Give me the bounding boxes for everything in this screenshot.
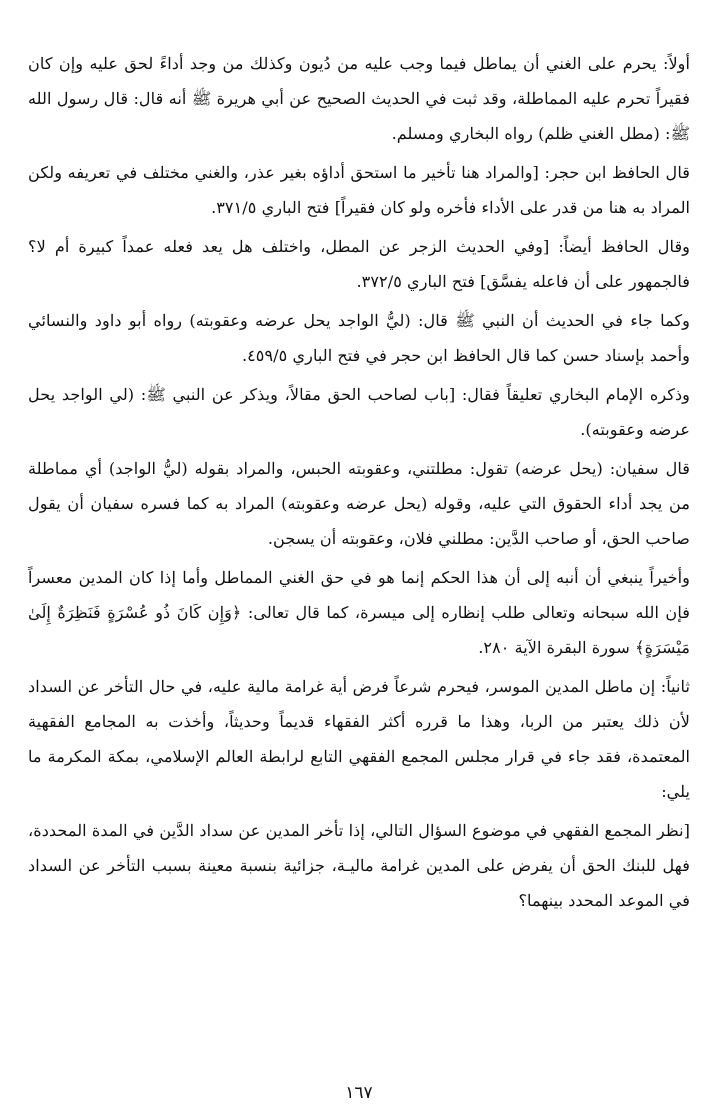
paragraph-2: قال الحافظ ابن حجر: [والمراد هنا تأخير ما استحق أداؤه بغير عذر، والغني مختلف في تعريفه ولكن المراد به هنا من قدر على الأداء فأخره ولو كان فقيراً] فتح الباري ٣٧١/٥. xyxy=(28,163,690,217)
page-body xyxy=(28,46,690,922)
paragraph-7: وأخيراً ينبغي أن أنبه إلى أن هذا الحكم إنما هو في حق الغني المماطل وأما إذا كان المدين معسراً فإن الله سبحانه وتعالى طلب إنظاره إلى ميسرة، كما قال تعالى: ﴿وَإِن كَانَ ذُو عُسْرَةٍ فَنَظِرَةٌ إِلَىٰ مَيْسَرَةٍ﴾ سورة البقرة الآية ٢٨٠. xyxy=(28,568,690,657)
paragraph-9: [نظر المجمع الفقهي في موضوع السؤال التالي، إذا تأخر المدين عن سداد الدَّين في المدة المحددة، فهل للبنك الحق أن يفرض على المدين غرامة ماليـة، جزائية بنسبة معينة بسبب التأخر عن السداد في الموعد المحدد بينهما؟ xyxy=(28,821,690,910)
paragraph-6: قال سفيان: (يحل عرضه) تقول: مطلتني، وعقوبته الحبس، والمراد بقوله (ليُّ الواجد) أي مماطلة من يجد أداء الحقوق التي عليه، وقوله (يحل عرضه وعقوبته) المراد به كما فسره سفيان أن يقول صاحب الحق، أو صاحب الدَّين: مطلني فلان، وعقوبته أن يسجن. xyxy=(28,459,690,548)
paragraph-3: وقال الحافظ أيضاً: [وفي الحديث الزجر عن المطل، واختلف هل يعد فعله عمداً كبيرة أم لا؟ فالجمهور على أن فاعله يفسَّق] فتح الباري ٣٧٢/٥. xyxy=(28,237,690,291)
page-number: ١٦٧ xyxy=(345,1083,373,1103)
paragraph-4: وكما جاء في الحديث أن النبي ﷺ قال: (ليُّ الواجد يحل عرضه وعقوبته) رواه أبو داود والنسائي وأحمد بإسناد حسن كما قال الحافظ ابن حجر في فتح الباري ٤٥٩/٥. xyxy=(28,311,690,365)
paragraph-8: ثانياً: إن ماطل المدين الموسر، فيحرم شرعاً فرض أية غرامة مالية عليه، في حال التأخر عن السداد لأن ذلك يعتبر من الربا، وهذا ما قرره أكثر الفقهاء قديماً وحديثاً، وأخذت به المجامع الفقهية المعتمدة، فقد جاء في قرار مجلس المجمع الفقهي التابع لرابطة العالم الإسلامي، بمكة المكرمة ما يلي: xyxy=(28,677,690,801)
paragraph-5: وذكره الإمام البخاري تعليقاً فقال: [باب لصاحب الحق مقالاً، ويذكر عن النبي ﷺ: (لي الواجد يحل عرضه وعقوبته). xyxy=(28,385,690,439)
paragraph-1: أولاً: يحرم على الغني أن يماطل فيما وجب عليه من دُيون وكذلك من وجد أداءً لحق عليه وإن كان فقيراً تحرم عليه المماطلة، وقد ثبت في الحديث الصحيح عن أبي هريرة ﷺ أنه قال: قال رسول الله ﷺ: (مطل الغني ظلم) رواه البخاري ومسلم. xyxy=(28,54,690,143)
